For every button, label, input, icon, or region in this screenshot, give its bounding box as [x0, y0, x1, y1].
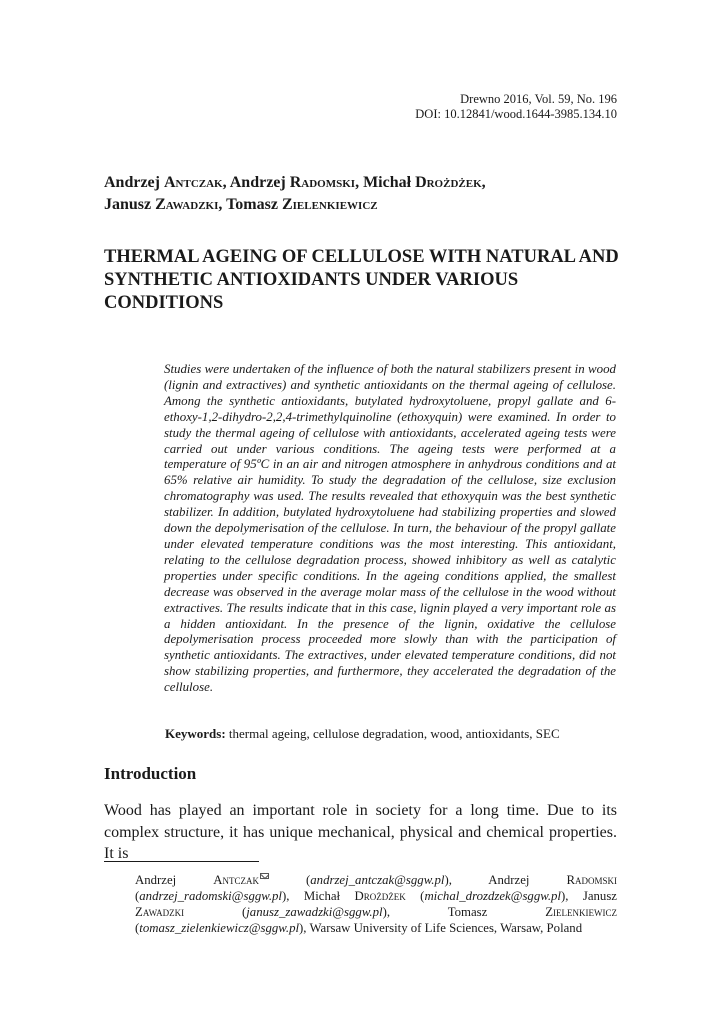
fn-author-first: Tomasz — [447, 905, 488, 919]
fn-author-email[interactable]: tomasz_zielenkiewicz@sggw.pl — [139, 921, 300, 935]
fn-affiliation: Warsaw University of Life Sciences, Warsaw, Poland — [309, 921, 583, 935]
introduction-paragraph: Wood has played an important role in society for a long time. Due to its complex structure, it has unique mechanical, physical and chemical properties. It is — [104, 802, 617, 862]
author-first: Janusz — [104, 196, 152, 213]
fn-author-email[interactable]: andrzej_radomski@sggw.pl — [139, 889, 282, 903]
fn-author-last: Antczak — [213, 873, 259, 887]
author-first: Andrzej — [104, 174, 160, 191]
author-list: Andrzej Antczak, Andrzej Radomski, Michał Drożdżek, Janusz Zawadzki, Tomasz Zielenkiewicz — [104, 174, 486, 213]
fn-author-first: Andrzej — [488, 873, 530, 887]
keywords-text: thermal ageing, cellulose degradation, wood, antioxidants, SEC — [228, 726, 560, 741]
author-first: Tomasz — [226, 196, 278, 213]
footnote-divider — [104, 861, 259, 862]
author-footnote: Andrzej Antczak (andrzej_antczak@sggw.pl), Andrzej Radomski (andrzej_radomski@sggw.pl), Michał Drożdżek (michal_drozdzek@sggw.pl), Janusz Zawadzki (janusz_zawadzki@sggw.pl), Tomasz Zielenkiewicz (tomasz_zielenkiewicz@sggw.pl), Warsaw University of Life Sciences, Warsaw, Poland — [135, 873, 618, 935]
journal-citation: Drewno 2016, Vol. 59, No. 196 — [460, 92, 617, 106]
fn-author-first: Michał — [303, 889, 341, 903]
fn-author-first: Janusz — [582, 889, 617, 903]
author-last: Drożdżek — [415, 174, 482, 191]
fn-author-last: Zawadzki — [135, 905, 185, 919]
fn-author-email[interactable]: janusz_zawadzki@sggw.pl — [246, 905, 383, 919]
journal-doi: DOI: 10.12841/wood.1644-3985.134.10 — [415, 107, 617, 121]
fn-author-last: Zielenkiewicz — [545, 905, 618, 919]
section-heading-introduction: Introduction — [104, 764, 197, 783]
author-last: Zawadzki — [155, 196, 219, 213]
fn-author-last: Radomski — [566, 873, 617, 887]
author-first: Andrzej — [229, 174, 286, 191]
author-first: Michał — [363, 174, 412, 191]
fn-author-email[interactable]: andrzej_antczak@sggw.pl — [310, 873, 445, 887]
keywords-label: Keywords: — [165, 726, 226, 741]
author-last: Antczak — [163, 174, 223, 191]
paper-title: THERMAL AGEING OF CELLULOSE WITH NATURAL AND SYNTHETIC ANTIOXIDANTS UNDER VARIOUS CONDITIONS — [104, 247, 619, 313]
keywords — [165, 726, 617, 742]
abstract: Studies were undertaken of the influence of both the natural stabilizers present in wood (lignin and extractives) and synthetic antioxidants on the thermal ageing of cellulose. Among the synthetic antioxidants, butylated hydroxytoluene, propyl gallate and 6-ethoxy-1,2-dihydro-2,2,4-trimethylquinoline (ethoxyquin) were examined. In order to study the thermal ageing of cellulose with antioxidants, accelerated ageing tests were carried out under various conditions. The ageing tests were performed at a temperature of 95ºC in an air and nitrogen atmosphere in anhydrous conditions and at 65% relative air humidity. To study the degradation of the cellulose, size exclusion chromatography was used. The results revealed that ethoxyquin was the best synthetic stabilizer. In addition, butylated hydroxytoluene had stabilizing properties and slowed down the depolymerisation of the cellulose. In turn, the behaviour of the propyl gallate under elevated temperature conditions was the most interesting. This antioxidant, relating to the cellulose degradation process, showed inhibitory as well as catalytic properties under specific conditions. In the ageing conditions applied, the smallest decrease was observed in the average molar mass of the cellulose in the wood without extractives. The results indicate that in this case, lignin played a very important role as a hidden antioxidant. In the presence of the lignin, oxidative the cellulose depolymerisation process proceeded more slowly than with the participation of synthetic antioxidants. The extractives, under elevated temperature conditions, did not show stabilizing properties, and furthermore, they accelerated the degradation of the cellulose. — [164, 362, 616, 695]
author-last: Zielenkiewicz — [281, 196, 378, 213]
fn-author-first: Andrzej — [135, 873, 177, 887]
journal-header — [415, 92, 617, 122]
fn-author-last: Drożdżek — [354, 889, 406, 903]
envelope-icon — [260, 873, 269, 879]
fn-author-email[interactable]: michal_drozdzek@sggw.pl — [424, 889, 561, 903]
author-last: Radomski — [289, 174, 356, 191]
